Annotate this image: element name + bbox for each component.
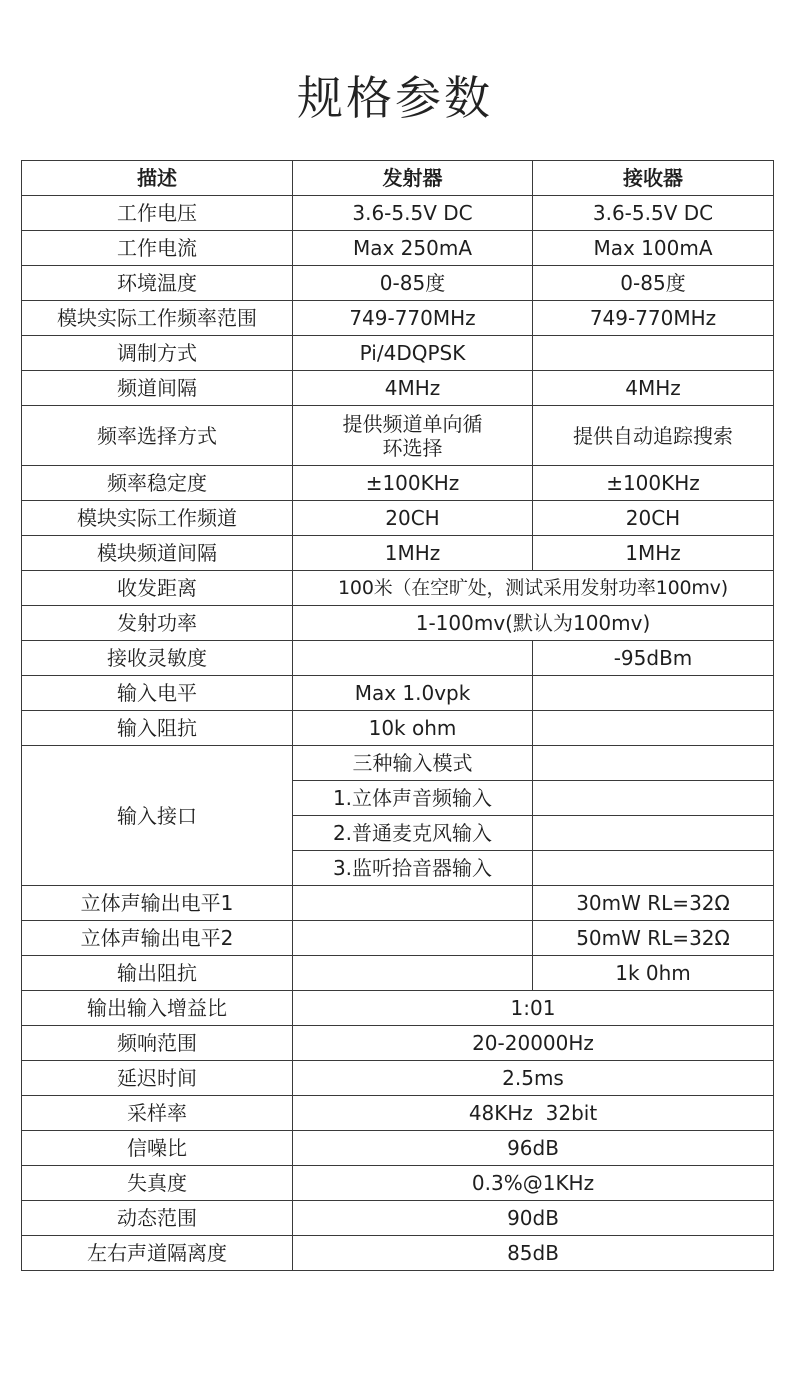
table-row <box>22 1201 774 1236</box>
shared-value: 0.3%@1KHz <box>293 1166 774 1201</box>
table-row <box>22 921 774 956</box>
receiver-value: 749-770MHz <box>533 301 774 336</box>
transmitter-value: Pi/4DQPSK <box>293 336 533 371</box>
row-label: 输出输入增益比 <box>22 991 293 1026</box>
table-row <box>22 536 774 571</box>
transmitter-value: Max 1.0vpk <box>293 676 533 711</box>
shared-value: 85dB <box>293 1236 774 1271</box>
table-row <box>22 956 774 991</box>
table-row <box>22 571 774 606</box>
receiver-value <box>533 676 774 711</box>
receiver-value: Max 100mA <box>533 231 774 266</box>
shared-value: 20-20000Hz <box>293 1026 774 1061</box>
row-label: 频率选择方式 <box>22 406 293 466</box>
receiver-value <box>533 746 774 781</box>
receiver-value: 4MHz <box>533 371 774 406</box>
row-label: 工作电流 <box>22 231 293 266</box>
row-label: 频道间隔 <box>22 371 293 406</box>
transmitter-value: 749-770MHz <box>293 301 533 336</box>
table-row <box>22 406 774 466</box>
row-label: 延迟时间 <box>22 1061 293 1096</box>
row-label: 采样率 <box>22 1096 293 1131</box>
transmitter-value: 2.普通麦克风输入 <box>293 816 533 851</box>
transmitter-value: 3.监听拾音器输入 <box>293 851 533 886</box>
receiver-value: ±100KHz <box>533 466 774 501</box>
row-label: 输入阻抗 <box>22 711 293 746</box>
row-label: 左右声道隔离度 <box>22 1236 293 1271</box>
receiver-value <box>533 816 774 851</box>
transmitter-value: 0-85度 <box>293 266 533 301</box>
row-label: 频响范围 <box>22 1026 293 1061</box>
table-row <box>22 1026 774 1061</box>
transmitter-value <box>293 921 533 956</box>
receiver-value <box>533 781 774 816</box>
row-label: 输出阻抗 <box>22 956 293 991</box>
table-header-row <box>22 161 774 196</box>
table-row <box>22 886 774 921</box>
spec-table <box>21 160 774 1271</box>
shared-value: 90dB <box>293 1201 774 1236</box>
transmitter-value: 1MHz <box>293 536 533 571</box>
table-row <box>22 676 774 711</box>
shared-value: 100米（在空旷处，测试采用发射功率100mv) <box>293 571 774 606</box>
transmitter-value: 三种输入模式 <box>293 746 533 781</box>
receiver-value: 1k 0hm <box>533 956 774 991</box>
row-label: 工作电压 <box>22 196 293 231</box>
receiver-value: 1MHz <box>533 536 774 571</box>
table-row <box>22 1166 774 1201</box>
table-row <box>22 466 774 501</box>
table-row <box>22 1131 774 1166</box>
receiver-value: 提供自动追踪搜索 <box>533 406 774 466</box>
shared-value: 2.5ms <box>293 1061 774 1096</box>
shared-value: 1-100mv(默认为100mv) <box>293 606 774 641</box>
row-label: 收发距离 <box>22 571 293 606</box>
shared-value: 1:01 <box>293 991 774 1026</box>
receiver-value: 50mW RL=32Ω <box>533 921 774 956</box>
header-receiver: 接收器 <box>533 161 774 196</box>
shared-value: 96dB <box>293 1131 774 1166</box>
table-row <box>22 1061 774 1096</box>
receiver-value: -95dBm <box>533 641 774 676</box>
table-row <box>22 501 774 536</box>
row-label: 动态范围 <box>22 1201 293 1236</box>
receiver-value: 0-85度 <box>533 266 774 301</box>
receiver-value: 20CH <box>533 501 774 536</box>
table-row <box>22 371 774 406</box>
row-label: 模块实际工作频道 <box>22 501 293 536</box>
receiver-value: 30mW RL=32Ω <box>533 886 774 921</box>
table-row <box>22 1236 774 1271</box>
row-label: 信噪比 <box>22 1131 293 1166</box>
table-row <box>22 641 774 676</box>
transmitter-value: 提供频道单向循环选择 <box>293 406 533 466</box>
table-row <box>22 1096 774 1131</box>
row-label: 接收灵敏度 <box>22 641 293 676</box>
header-description: 描述 <box>22 161 293 196</box>
transmitter-value <box>293 641 533 676</box>
table-row <box>22 606 774 641</box>
table-row <box>22 266 774 301</box>
row-label: 调制方式 <box>22 336 293 371</box>
table-row <box>22 231 774 266</box>
shared-value: 48KHz 32bit <box>293 1096 774 1131</box>
row-label: 输入电平 <box>22 676 293 711</box>
row-label: 发射功率 <box>22 606 293 641</box>
table-row <box>22 746 774 781</box>
transmitter-value <box>293 956 533 991</box>
receiver-value <box>533 711 774 746</box>
table-row <box>22 301 774 336</box>
table-row <box>22 196 774 231</box>
receiver-value <box>533 851 774 886</box>
transmitter-value: 20CH <box>293 501 533 536</box>
header-transmitter: 发射器 <box>293 161 533 196</box>
receiver-value: 3.6-5.5V DC <box>533 196 774 231</box>
table-row <box>22 991 774 1026</box>
row-label: 立体声输出电平1 <box>22 886 293 921</box>
table-row <box>22 336 774 371</box>
page-title: 规格参数 <box>297 71 493 125</box>
row-label: 模块实际工作频率范围 <box>22 301 293 336</box>
transmitter-value: ±100KHz <box>293 466 533 501</box>
transmitter-value: 4MHz <box>293 371 533 406</box>
row-label: 频率稳定度 <box>22 466 293 501</box>
transmitter-value: Max 250mA <box>293 231 533 266</box>
row-label: 输入接口 <box>22 746 293 886</box>
transmitter-value: 3.6-5.5V DC <box>293 196 533 231</box>
table-row <box>22 711 774 746</box>
transmitter-value: 1.立体声音频输入 <box>293 781 533 816</box>
receiver-value <box>533 336 774 371</box>
row-label: 失真度 <box>22 1166 293 1201</box>
transmitter-value: 10k ohm <box>293 711 533 746</box>
row-label: 环境温度 <box>22 266 293 301</box>
row-label: 模块频道间隔 <box>22 536 293 571</box>
row-label: 立体声输出电平2 <box>22 921 293 956</box>
transmitter-value <box>293 886 533 921</box>
